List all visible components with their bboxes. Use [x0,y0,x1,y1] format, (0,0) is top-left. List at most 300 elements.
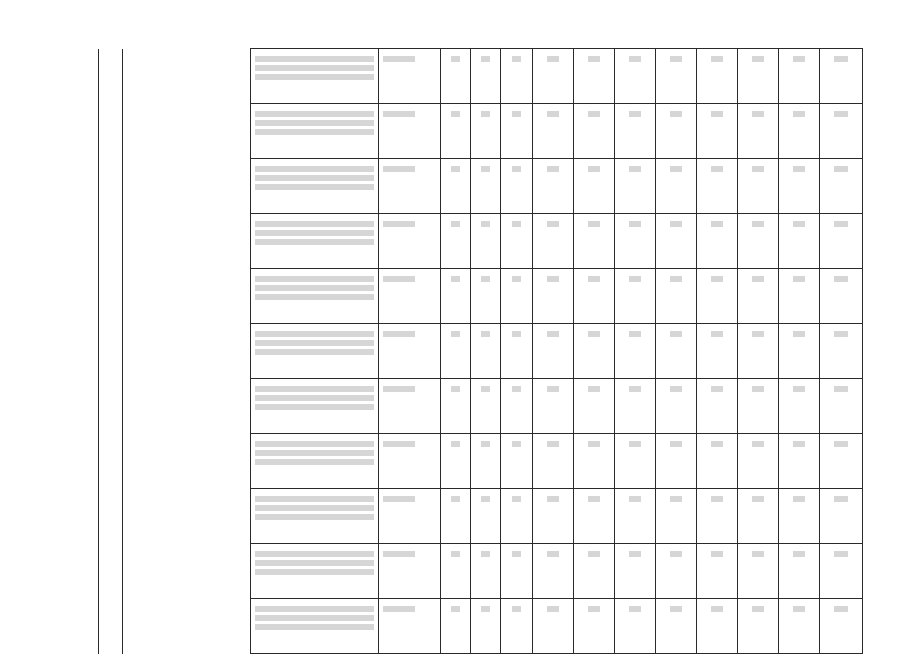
text-placeholder [255,129,374,135]
cell-value-6 [738,324,779,379]
value-placeholder [629,56,642,62]
cell-dash-3 [501,434,533,489]
value-placeholder [512,606,521,612]
cell-value-7 [779,434,820,489]
cell-units [379,324,441,379]
value-placeholder [711,221,724,227]
cell-dash-1 [441,434,471,489]
value-placeholder [451,56,459,62]
value-placeholder [547,276,560,282]
text-placeholder [255,340,374,346]
cell-value-5 [697,159,738,214]
cell-blank-b [123,214,251,269]
cell-value-8 [820,489,863,544]
cell-value-6 [738,104,779,159]
cell-value-7 [779,544,820,599]
cell-dash-1 [441,324,471,379]
cell-blank-a [99,599,123,654]
value-placeholder [512,441,521,447]
cell-value-1 [533,379,574,434]
cell-blank-b [123,269,251,324]
table-row [99,49,863,104]
table-row [99,159,863,214]
cell-value-2 [574,214,615,269]
text-placeholder [255,404,374,410]
value-placeholder [711,276,724,282]
value-placeholder [629,496,642,502]
text-placeholder [383,606,415,612]
cell-value-3 [615,214,656,269]
cell-blank-b [123,434,251,489]
value-placeholder [547,441,560,447]
cell-value-2 [574,49,615,104]
text-placeholder [383,496,415,502]
text-placeholder [255,496,374,502]
text-placeholder [383,331,415,337]
text-placeholder [383,221,415,227]
value-placeholder [512,551,521,557]
value-placeholder [670,386,683,392]
value-placeholder [834,166,848,172]
cell-value-4 [656,159,697,214]
cell-dash-2 [471,489,501,544]
cell-value-1 [533,599,574,654]
value-placeholder [834,441,848,447]
cell-value-6 [738,159,779,214]
cell-value-4 [656,379,697,434]
cell-value-4 [656,544,697,599]
text-placeholder [383,166,415,172]
value-placeholder [793,221,806,227]
text-placeholder [255,285,374,291]
value-placeholder [670,551,683,557]
value-placeholder [752,441,765,447]
cell-dash-3 [501,489,533,544]
value-placeholder [588,496,601,502]
cell-description [251,434,379,489]
value-placeholder [793,111,806,117]
value-placeholder [481,276,489,282]
text-placeholder [255,441,374,447]
cell-dash-2 [471,49,501,104]
value-placeholder [629,551,642,557]
cell-value-6 [738,544,779,599]
cell-value-5 [697,489,738,544]
text-placeholder [255,505,374,511]
value-placeholder [711,551,724,557]
cell-dash-2 [471,269,501,324]
cell-value-2 [574,434,615,489]
cell-value-1 [533,159,574,214]
value-placeholder [547,331,560,337]
value-placeholder [512,276,521,282]
value-placeholder [588,386,601,392]
value-placeholder [834,111,848,117]
cell-value-8 [820,214,863,269]
cell-units [379,379,441,434]
value-placeholder [512,386,521,392]
table-body [99,49,863,654]
value-placeholder [588,276,601,282]
cell-value-6 [738,214,779,269]
value-placeholder [793,166,806,172]
cell-blank-a [99,104,123,159]
cell-units [379,544,441,599]
text-placeholder [255,459,374,465]
value-placeholder [451,331,459,337]
value-placeholder [752,56,765,62]
cell-blank-a [99,434,123,489]
value-placeholder [711,111,724,117]
cell-value-5 [697,379,738,434]
value-placeholder [834,56,848,62]
value-placeholder [629,386,642,392]
cell-value-6 [738,434,779,489]
value-placeholder [752,331,765,337]
value-placeholder [670,166,683,172]
cell-blank-b [123,544,251,599]
cell-value-5 [697,104,738,159]
cell-value-4 [656,269,697,324]
cell-units [379,214,441,269]
cell-value-1 [533,434,574,489]
cell-value-1 [533,544,574,599]
value-placeholder [670,496,683,502]
cell-dash-3 [501,544,533,599]
value-placeholder [752,111,765,117]
cell-blank-a [99,379,123,434]
text-placeholder [255,74,374,80]
value-placeholder [451,441,459,447]
value-placeholder [793,386,806,392]
cell-dash-1 [441,599,471,654]
text-placeholder [255,276,374,282]
value-placeholder [670,56,683,62]
cell-value-3 [615,489,656,544]
cell-dash-1 [441,159,471,214]
cell-dash-3 [501,379,533,434]
cell-value-8 [820,434,863,489]
cell-description [251,324,379,379]
value-placeholder [588,221,601,227]
cell-blank-b [123,599,251,654]
value-placeholder [629,221,642,227]
value-placeholder [512,221,521,227]
cell-dash-3 [501,269,533,324]
cell-dash-3 [501,49,533,104]
table-row [99,379,863,434]
value-placeholder [752,386,765,392]
table-row [99,544,863,599]
cell-description [251,489,379,544]
value-placeholder [481,166,489,172]
cell-value-7 [779,49,820,104]
value-placeholder [451,496,459,502]
value-placeholder [834,221,848,227]
cell-blank-a [99,269,123,324]
text-placeholder [255,111,374,117]
value-placeholder [588,56,601,62]
cell-dash-3 [501,159,533,214]
cell-value-8 [820,324,863,379]
value-placeholder [547,496,560,502]
text-placeholder [255,221,374,227]
cell-value-2 [574,489,615,544]
cell-dash-3 [501,324,533,379]
cell-value-4 [656,434,697,489]
value-placeholder [834,386,848,392]
value-placeholder [481,606,489,612]
cell-blank-b [123,489,251,544]
cell-units [379,434,441,489]
cell-value-5 [697,324,738,379]
cell-value-5 [697,599,738,654]
table-row [99,489,863,544]
cell-value-2 [574,599,615,654]
value-placeholder [547,56,560,62]
cell-value-1 [533,489,574,544]
value-placeholder [793,496,806,502]
table-row [99,324,863,379]
cell-value-7 [779,214,820,269]
cell-description [251,269,379,324]
text-placeholder [255,560,374,566]
cell-blank-b [123,49,251,104]
cell-blank-b [123,324,251,379]
value-placeholder [512,111,521,117]
table-row [99,269,863,324]
text-placeholder [255,294,374,300]
cell-value-4 [656,49,697,104]
cell-value-7 [779,379,820,434]
value-placeholder [793,441,806,447]
cell-value-5 [697,269,738,324]
cell-value-5 [697,49,738,104]
value-placeholder [711,56,724,62]
cell-value-2 [574,159,615,214]
table-row [99,214,863,269]
cell-value-6 [738,269,779,324]
cell-blank-a [99,49,123,104]
value-placeholder [547,221,560,227]
cell-value-3 [615,544,656,599]
cell-value-2 [574,544,615,599]
value-placeholder [711,386,724,392]
cell-value-1 [533,214,574,269]
cell-value-4 [656,104,697,159]
value-placeholder [629,276,642,282]
value-placeholder [711,496,724,502]
text-placeholder [255,514,374,520]
table-row [99,434,863,489]
cell-description [251,159,379,214]
value-placeholder [834,551,848,557]
text-placeholder [383,441,415,447]
cell-value-3 [615,269,656,324]
value-placeholder [451,551,459,557]
value-placeholder [512,56,521,62]
cell-dash-3 [501,104,533,159]
value-placeholder [793,56,806,62]
text-placeholder [255,65,374,71]
text-placeholder [255,56,374,62]
value-placeholder [547,166,560,172]
cell-value-8 [820,544,863,599]
cell-value-7 [779,159,820,214]
cell-value-6 [738,489,779,544]
cell-value-4 [656,214,697,269]
cell-value-1 [533,324,574,379]
value-placeholder [752,276,765,282]
cell-blank-b [123,104,251,159]
value-placeholder [629,331,642,337]
cell-value-6 [738,49,779,104]
text-placeholder [255,239,374,245]
cell-blank-b [123,159,251,214]
cell-value-5 [697,434,738,489]
cell-value-7 [779,324,820,379]
text-placeholder [255,120,374,126]
text-placeholder [255,386,374,392]
cell-value-7 [779,599,820,654]
cell-value-3 [615,324,656,379]
cell-value-8 [820,159,863,214]
cell-dash-2 [471,599,501,654]
cell-value-7 [779,489,820,544]
cell-value-1 [533,49,574,104]
cell-dash-2 [471,379,501,434]
cell-dash-2 [471,434,501,489]
text-placeholder [255,395,374,401]
cell-description [251,104,379,159]
value-placeholder [629,166,642,172]
cell-units [379,599,441,654]
cell-value-8 [820,104,863,159]
text-placeholder [255,166,374,172]
cell-blank-a [99,324,123,379]
value-placeholder [670,331,683,337]
value-placeholder [451,386,459,392]
text-placeholder [255,615,374,621]
value-placeholder [588,331,601,337]
value-placeholder [512,331,521,337]
value-placeholder [481,386,489,392]
value-placeholder [629,606,642,612]
text-placeholder [255,349,374,355]
value-placeholder [793,276,806,282]
value-placeholder [670,441,683,447]
value-placeholder [547,111,560,117]
cell-description [251,599,379,654]
value-placeholder [481,441,489,447]
value-placeholder [793,606,806,612]
cell-description [251,544,379,599]
cell-dash-1 [441,489,471,544]
value-placeholder [670,221,683,227]
cell-value-2 [574,269,615,324]
text-placeholder [255,331,374,337]
value-placeholder [588,111,601,117]
cell-value-8 [820,379,863,434]
cell-value-8 [820,269,863,324]
cell-dash-2 [471,324,501,379]
cell-value-3 [615,49,656,104]
value-placeholder [451,276,459,282]
cell-units [379,269,441,324]
cell-value-1 [533,269,574,324]
value-placeholder [711,606,724,612]
value-placeholder [752,166,765,172]
text-placeholder [383,276,415,282]
value-placeholder [670,111,683,117]
cell-value-2 [574,379,615,434]
cell-value-5 [697,214,738,269]
value-placeholder [834,496,848,502]
cell-value-5 [697,544,738,599]
value-placeholder [481,551,489,557]
value-placeholder [481,56,489,62]
table-row [99,104,863,159]
cell-units [379,104,441,159]
value-placeholder [629,441,642,447]
value-placeholder [752,496,765,502]
value-placeholder [547,386,560,392]
cell-units [379,159,441,214]
value-placeholder [834,606,848,612]
table-row [99,599,863,654]
cell-dash-1 [441,544,471,599]
value-placeholder [512,166,521,172]
cell-value-7 [779,269,820,324]
value-placeholder [588,441,601,447]
cell-value-6 [738,379,779,434]
cell-value-3 [615,434,656,489]
text-placeholder [255,184,374,190]
cell-value-4 [656,324,697,379]
value-placeholder [711,331,724,337]
text-placeholder [255,624,374,630]
value-placeholder [481,221,489,227]
cell-value-3 [615,104,656,159]
value-placeholder [793,551,806,557]
cell-units [379,489,441,544]
cell-dash-1 [441,379,471,434]
cell-dash-3 [501,599,533,654]
text-placeholder [255,606,374,612]
cell-blank-a [99,489,123,544]
text-placeholder [255,551,374,557]
text-placeholder [383,386,415,392]
value-placeholder [481,496,489,502]
cell-description [251,379,379,434]
text-placeholder [383,551,415,557]
cell-value-4 [656,489,697,544]
value-placeholder [711,166,724,172]
cell-value-1 [533,104,574,159]
value-placeholder [793,331,806,337]
text-placeholder [255,230,374,236]
cell-blank-a [99,544,123,599]
value-placeholder [588,551,601,557]
value-placeholder [547,551,560,557]
cell-blank-a [99,214,123,269]
value-placeholder [451,221,459,227]
cell-value-2 [574,324,615,379]
value-placeholder [547,606,560,612]
cell-description [251,49,379,104]
cell-dash-2 [471,104,501,159]
cell-dash-1 [441,269,471,324]
